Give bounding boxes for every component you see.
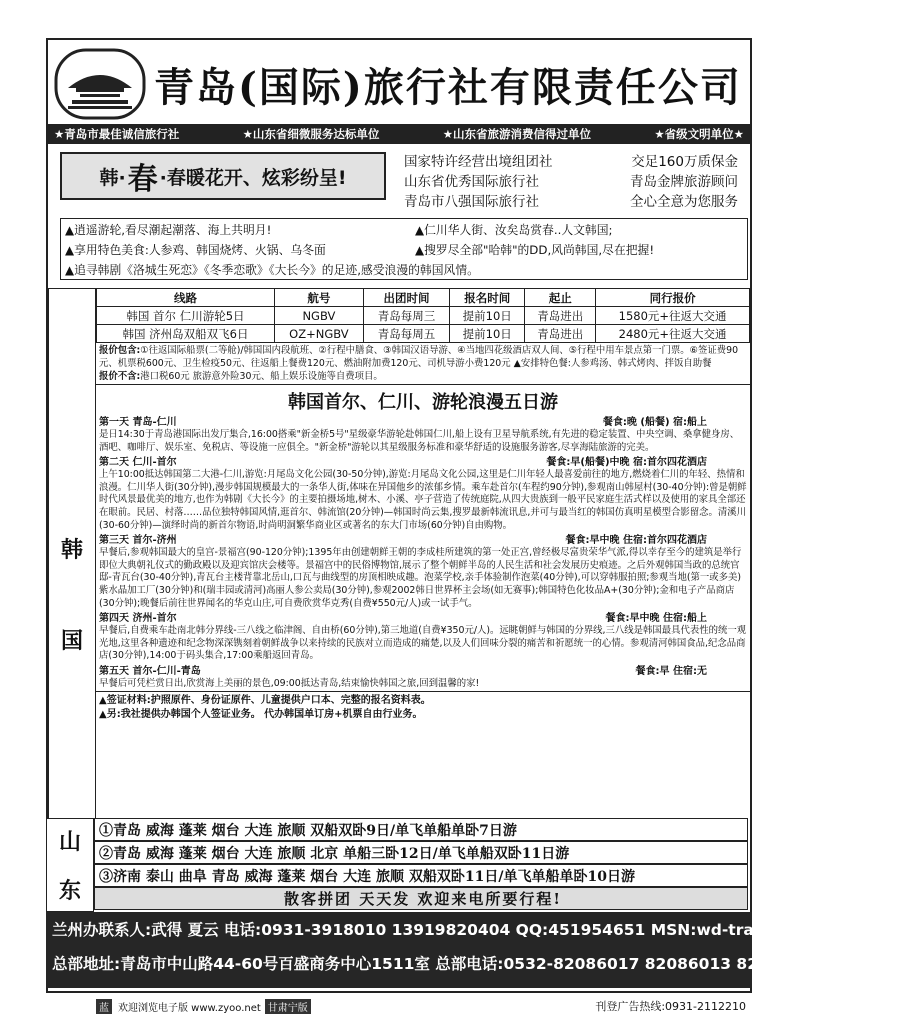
korea-side-label	[48, 288, 96, 900]
excludes-text: 港口税60元 旅游意外险30元、船上娱乐设施等自费项目。	[140, 371, 383, 382]
shandong-route: ③济南 泰山 曲阜 青岛 威海 蓬莱 烟台 大连 旅顺 双船双卧11日/单飞单船单卧10日游	[94, 864, 748, 887]
table-cell: 韩国 济州岛双船双飞6日	[97, 325, 275, 343]
table-cell: 提前10日	[450, 307, 525, 325]
contact-line: 兰州办联系人:武得 夏云 电话:0931-3918010 13919820404 QQ:451954651 MSN:wd-travel@hotmail.com	[52, 921, 903, 939]
note-line: ▲另:我社提供办韩国个人签证业务。 代办韩国单订房+机票自由行业务。	[99, 708, 423, 720]
col-header: 起止	[525, 289, 596, 307]
qual-item: 全心全意为您服务	[630, 194, 738, 210]
table-cell: NGBV	[274, 307, 363, 325]
table-header-row	[97, 289, 750, 307]
ad-frame	[46, 38, 752, 993]
ad-hotline: 刊登广告热线:0931-2112210	[595, 1000, 746, 1013]
footer	[96, 996, 746, 1016]
qual-item: 国家特许经营出境组团社	[404, 154, 553, 170]
promo-box	[60, 218, 748, 280]
shandong-slogan: 散客拼团 天天发 欢迎来电所要行程!	[94, 887, 748, 910]
table-cell: 1580元+往返大交通	[596, 307, 750, 325]
day-title: 第五天 首尔-仁川-青岛	[99, 665, 201, 677]
day-title: 第二天 仁川-首尔	[99, 457, 177, 469]
honor-item: ★青岛市最佳诚信旅行社	[54, 127, 180, 141]
pagoda-logo-icon	[54, 48, 146, 120]
day-text: 早餐后,参观韩国最大的皇宫-景福宫(90-120分钟);1395年由创建朝鲜王朝的李成桂所建筑的第一处正宫,曾经极尽富贵荣华气派,得以幸存至今的建筑是举行即位大典朝礼仪式的勤政殿以及迎宾馆庆会楼等。景福宫中的民俗博物馆,展示了整个朝鲜半岛的人民生活和社会发展历史痕迹。之后外观韩国当政的总统官邸-青瓦台(30-40分钟),青瓦台主楼背靠北岳山,口瓦与曲线型的房顶相映成趣。泡菜学校,亲手体验制作泡菜(40分钟),可以穿韩服拍照;参观当地(第一或多美)紫水晶加工厂(30分钟)和(瑞丰园或清河)高丽人参公卖局(30分钟),参观2002韩日世界杯主会场(如无赛事);韩国特色化妆品A+(30分钟);金和电子产品商店(30分钟);晚餐后前往世界闻名的华克山庄,可自费欣赏华克秀(自费¥550元/人)或一试手气。	[99, 547, 742, 609]
itinerary-day	[96, 534, 750, 610]
honor-item: ★山东省旅游消费信得过单位	[442, 127, 592, 141]
header	[50, 42, 748, 126]
day-text: 早餐后,自费乘车赴南北韩分界线-三八线之临津阁、自由桥(60分钟),第三地道(自费¥350元/人)。远眺朝鲜与韩国的分界线,三八线是韩国最具代表性的统一观光地,这里各种遗迹和纪念物深深镌刻着朝鲜战争以来持续的民族对立而造成的痛楚,以及人们回味分裂的痛苦和祈愿统一的心情。参观清河韩国食品,纪念品商店(30分钟),14:00于码头集合,17:00乘船返回青岛。	[99, 625, 747, 662]
itinerary-day	[96, 665, 750, 691]
tour-title: 韩国首尔、仁川、游轮浪漫五日游	[288, 392, 558, 413]
note-line: ▲签证材料:护照原件、身份证原件、儿童提供户口本、完整的报名资料表。	[99, 694, 431, 706]
side-char: 韩	[60, 537, 83, 563]
footer-badge: 蓝	[96, 999, 112, 1014]
side-char: 山	[58, 829, 81, 855]
qual-item: 山东省优秀国际旅行社	[404, 174, 539, 190]
side-char: 国	[60, 628, 83, 654]
table-cell: 2480元+往返大交通	[596, 325, 750, 343]
price-includes	[96, 343, 750, 385]
itinerary-day	[96, 416, 750, 454]
side-char: 东	[58, 878, 81, 904]
footer-text: 欢迎浏览电子版 www.zyoo.net	[118, 1002, 261, 1014]
day-text: 是日14:30于青岛港国际出发厅集合,16:00搭乘"新金桥5号"星级豪华游轮赴韩国仁川,船上设有卫星导航系统,有先进的稳定装置、中央空调、桑拿健身房、酒吧、咖啡厅、娱乐室、免税店、等设施一应俱全。"新金桥"游轮以其星级服务标准和豪华舒适的设施服务游客,尽享海陆旅游的完美。	[99, 429, 740, 453]
col-header: 线路	[97, 289, 275, 307]
shandong-route: ①青岛 威海 蓬莱 烟台 大连 旅顺 双船双卧9日/单飞单船单卧7日游	[94, 818, 748, 841]
table-cell: 青岛进出	[525, 325, 596, 343]
table-cell: 韩国 首尔 仁川游轮5日	[97, 307, 275, 325]
table-cell: 青岛进出	[525, 307, 596, 325]
shandong-route: ②青岛 威海 蓬莱 烟台 大连 旅顺 北京 单船三卧12日/单飞单船双卧11日游	[94, 841, 748, 864]
banner-prefix: 韩·	[99, 166, 126, 189]
table-cell: 提前10日	[450, 325, 525, 343]
korea-section	[96, 288, 750, 900]
hq-line: 总部地址:青岛市中山路44-60号百盛商务中心1511室 总部电话:0532-82086017 82086013 82086018	[52, 955, 823, 973]
qualifications	[396, 152, 746, 214]
promo-item: ▲逍遥游轮,看尽潮起潮落、海上共明月!	[65, 223, 272, 237]
includes-label: 报价包含:	[99, 345, 141, 356]
day-text: 上午10:00抵达韩国第二大港-仁川,游览:月尾岛文化公园(30-50分钟),游览:月尾岛文化公园,这里是仁川年轻人最喜爱前往的地方,燃烧着仁川的年轻、热情和浪漫。仁川华人街(30分钟),漫步韩国规模最大的一条华人街,体味在异国他乡的浓郁乡情。乘车赴首尔(车程约90分钟),参观南山韩屋村(30-40分钟):曾是朝鲜时代风景最优美的地方,也作为韩剧《大长今》的主要拍摄场地,树木、小溪、亭子营造了传统庭院,从四大贵族到一般平民家庭生活式样以及使用的家具全部还在眼前。民居、村落……品位独特韩国风情,逛首尔、韩流馆(20分钟)—韩国时尚云集,搜罗最新韩流讯息,并可与最当红的韩国仿真明星模型合影留念。清溪川(30-60分钟)—演绎时尚的新首尔物语,时尚明洞繁华商业区或著名的东大门市场(60分钟)自由购物。	[99, 469, 747, 531]
promo-item: ▲仁川华人街、汝矣岛赏春..人文韩国;	[415, 223, 613, 237]
honor-item: ★省级文明单位★	[654, 127, 744, 141]
promo-item: ▲追寻韩剧《洛城生死恋》《冬季恋歌》《大长今》的足迹,感受浪漫的韩国风情。	[65, 263, 479, 277]
day-title: 第四天 济州-首尔	[99, 613, 177, 625]
excludes-label: 报价不含:	[99, 371, 141, 382]
banner-suffix: ·春暖花开、炫彩纷呈!	[159, 166, 347, 189]
day-text: 早餐后可凭栏赏日出,欣赏海上美丽的景色,09:00抵达青岛,结束愉快韩国之旅,回到温馨的家!	[99, 677, 480, 689]
table-cell: OZ+NGBV	[274, 325, 363, 343]
promo-item: ▲搜罗尽全部"哈韩"的DD,风尚韩国,尽在把握!	[415, 243, 655, 257]
itinerary-day	[96, 612, 750, 663]
honors-bar	[48, 124, 750, 144]
day-meal: 餐食:早 住宿:无	[635, 665, 707, 677]
col-header: 同行报价	[596, 289, 750, 307]
table-cell: 青岛每周三	[363, 307, 449, 325]
qual-item: 交足160万质保金	[631, 154, 738, 170]
day-meal: 餐食:早(船餐)中晚 宿:首尔四花酒店	[546, 457, 707, 469]
col-header: 航号	[274, 289, 363, 307]
routes-table	[96, 288, 750, 343]
banner-big-char: 春	[127, 162, 158, 197]
spring-banner	[60, 152, 386, 200]
table-row	[97, 307, 750, 325]
table-cell: 青岛每周五	[363, 325, 449, 343]
day-meal: 餐食:晚 (船餐) 宿:船上	[602, 417, 707, 428]
table-row	[97, 325, 750, 343]
day-title: 第一天 青岛-仁川	[99, 417, 177, 428]
day-meal: 餐食:早中晚 住宿:首尔四花酒店	[565, 535, 707, 547]
honor-item: ★山东省细微服务达标单位	[242, 127, 380, 141]
itinerary-day	[96, 456, 750, 532]
col-header: 出团时间	[363, 289, 449, 307]
includes-text: ①往返国际船票(二等舱)/韩国国内段航班、②行程中膳食、③韩国汉语导游、④当地四花级酒店双人间、⑤行程中用车景点第一门票。⑥签证费90元、机票税600元、卫生检疫50元、往返船上餐费120元、燃油附加费120元、司机导游小费120元 ▲安排特色餐:人参鸡汤、韩式烤肉、拌饭自助餐	[99, 345, 739, 369]
day-title: 第三天 首尔-济州	[99, 535, 177, 547]
promo-item: ▲享用特色美食:人参鸡、韩国烧烤、火锅、乌冬面	[65, 243, 326, 257]
visa-notes	[96, 691, 750, 724]
company-title: 青岛(国际)旅行社有限责任公司	[154, 63, 742, 111]
qual-item: 青岛金牌旅游顾问	[630, 174, 738, 190]
day-meal: 餐食:早中晚 住宿:船上	[605, 613, 707, 625]
contact-bar	[46, 912, 903, 988]
qual-item: 青岛市八强国际旅行社	[404, 194, 539, 210]
col-header: 报名时间	[450, 289, 525, 307]
footer-tag: 甘肃宁版	[265, 999, 311, 1014]
